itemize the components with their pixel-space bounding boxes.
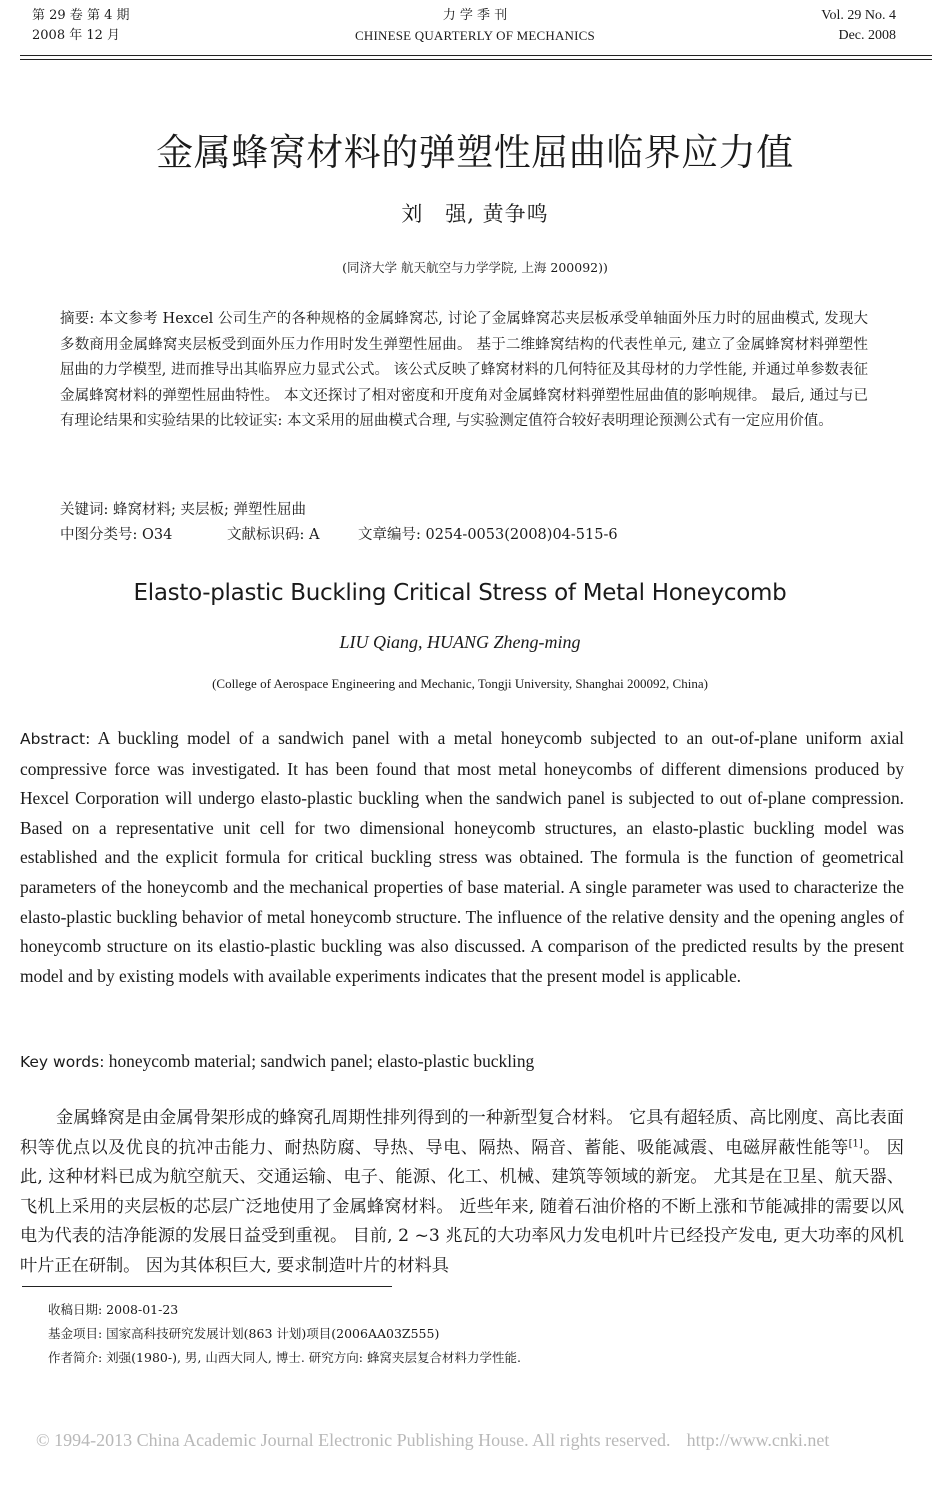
body-paragraph (20, 1104, 904, 1282)
authors-en: LIU Qiang, HUANG Zheng-ming (339, 632, 581, 652)
footnotes (48, 1298, 908, 1370)
journal-name-en: CHINESE QUARTERLY OF MECHANICS (355, 28, 595, 43)
keywords-block-cn (60, 498, 868, 548)
keywords-cn: 关键词: 蜂窝材料; 夹层板; 弹塑性屈曲 (60, 502, 306, 518)
affiliation-en: (College of Aerospace Engineering and Mechanic, Tongji University, Shanghai 200092, China) (212, 676, 708, 691)
volume-en: Vol. 29 No. 4 (821, 8, 896, 23)
copyright-text: © 1994-2013 China Academic Journal Electronic Publishing House. All rights reserved. (36, 1430, 671, 1450)
header-rule (20, 55, 932, 56)
header-right (821, 6, 896, 46)
footnote-received: 收稿日期: 2008-01-23 (48, 1302, 179, 1317)
keywords-en (20, 1048, 904, 1075)
body-text-2: 。 因此, 这种材料已成为航空航天、交通运输、电子、能源、化工、机械、建筑等领域的新宠。 尤其是在卫星、航天器、飞机上采用的夹层板的芯层广泛地使用了金属蜂窝材料。 近些年来, 随着石油价格的不断上涨和节能减排的需要以风电为代表的洁净能源的发展日益受到重视。 目前, 2 ~3 兆瓦的大功率风力发电机叶片已经投产发电, 更大功率的风机叶片正在研制。 因为其体积巨大, 要求制造叶片的材料具 (20, 1137, 904, 1276)
header-center (0, 6, 950, 46)
keywords-en-text: honeycomb material; sandwich panel; elasto-plastic buckling (104, 1051, 535, 1071)
journal-name-cn: 力 学 季 刊 (442, 8, 508, 23)
article-number: 文章编号: 0254-0053(2008)04-515-6 (358, 527, 618, 543)
copyright-url[interactable]: http://www.cnki.net (686, 1430, 830, 1450)
affiliation-cn: (同济大学 航天航空与力学学院, 上海 200092)) (342, 260, 608, 275)
footnote-author-bio: 作者简介: 刘强(1980-), 男, 山西大同人, 博士. 研究方向: 蜂窝夹层复合材料力学性能. (48, 1350, 521, 1365)
abstract-cn: 摘要: 本文参考 Hexcel 公司生产的各种规格的金属蜂窝芯, 讨论了金属蜂窝芯夹层板承受单轴面外压力时的屈曲模式, 发现大多数商用金属蜂窝夹层板受到面外压力作用时发生弹塑性屈曲。 基于二维蜂窝结构的代表性单元, 建立了金属蜂窝材料弹塑性屈曲的力学模型, 进而推导出其临界应力显式公式。 该公式反映了蜂窝材料的几何特征及其母材的力学性能, 并通过单参数表征金属蜂窝材料的弹塑性屈曲特性。 本文还探讨了相对密度和开度角对金属蜂窝材料弹塑性屈曲值的影响规律。 最后, 通过与已有理论结果和实验结果的比较证实: 本文采用的屈曲模式合理, 与实验测定值符合较好表明理论预测公式有一定应用价值。 (60, 311, 868, 429)
volume-cn: 第 29 卷 第 4 期 (32, 8, 130, 23)
footnote-fund: 基金项目: 国家高科技研究发展计划(863 计划)项目(2006AA03Z555) (48, 1326, 440, 1341)
document-code: 文献标识码: A (226, 527, 320, 543)
header-rule-thin (20, 59, 932, 60)
citation-ref[interactable]: [1] (848, 1137, 863, 1149)
keywords-label: Key words: (20, 1053, 105, 1071)
clc-number: 中图分类号: O34 (60, 527, 173, 543)
date-en: Dec. 2008 (838, 28, 896, 43)
authors-cn: 刘 强, 黄争鸣 (401, 202, 549, 226)
body-text-1: 金属蜂窝是由金属骨架形成的蜂窝孔周期性排列得到的一种新型复合材料。 它具有超轻质、高比刚度、高比表面积等优点以及优良的抗冲击能力、耐热防腐、导热、导电、隔热、隔音、蓄能、吸能减震、电磁屏蔽性能等 (20, 1108, 904, 1158)
abstract-label: Abstract: (20, 730, 91, 748)
abstract-en-text: A buckling model of a sandwich panel with a metal honeycomb subjected to an out-of-plane uniform axial compressive force was investigated. It has been found that most metal honeycombs of different dimensions produced by Hexcel Corporation will undergo elasto-plastic buckling when the sandwich panel is subjected to out of-plane compression. Based on a representative unit cell for two dimensional honeycomb structures, an elasto-plastic buckling model was established and the explicit formula for critical buckling stress was obtained. The formula is the function of geometrical parameters of the honeycomb and the mechanical properties of base material. A single parameter was used to characterize the elasto-plastic buckling behavior of metal honeycomb structure. The influence of the relative density and the opening angles of honeycomb structure on its elastio-plastic buckling was also discussed. A comparison of the predicted results by the present model and by existing models with available experiments indicates that the present model is applicable. (20, 728, 904, 986)
copyright-notice (36, 1430, 936, 1451)
paper-title-en: Elasto-plastic Buckling Critical Stress of Metal Honeycomb (133, 580, 787, 606)
classification-row (60, 523, 868, 548)
date-cn: 2008 年 12 月 (32, 28, 121, 43)
footnote-rule (22, 1286, 392, 1287)
abstract-en (20, 724, 904, 991)
paper-title-cn: 金属蜂窝材料的弹塑性屈曲临界应力值 (156, 131, 794, 174)
